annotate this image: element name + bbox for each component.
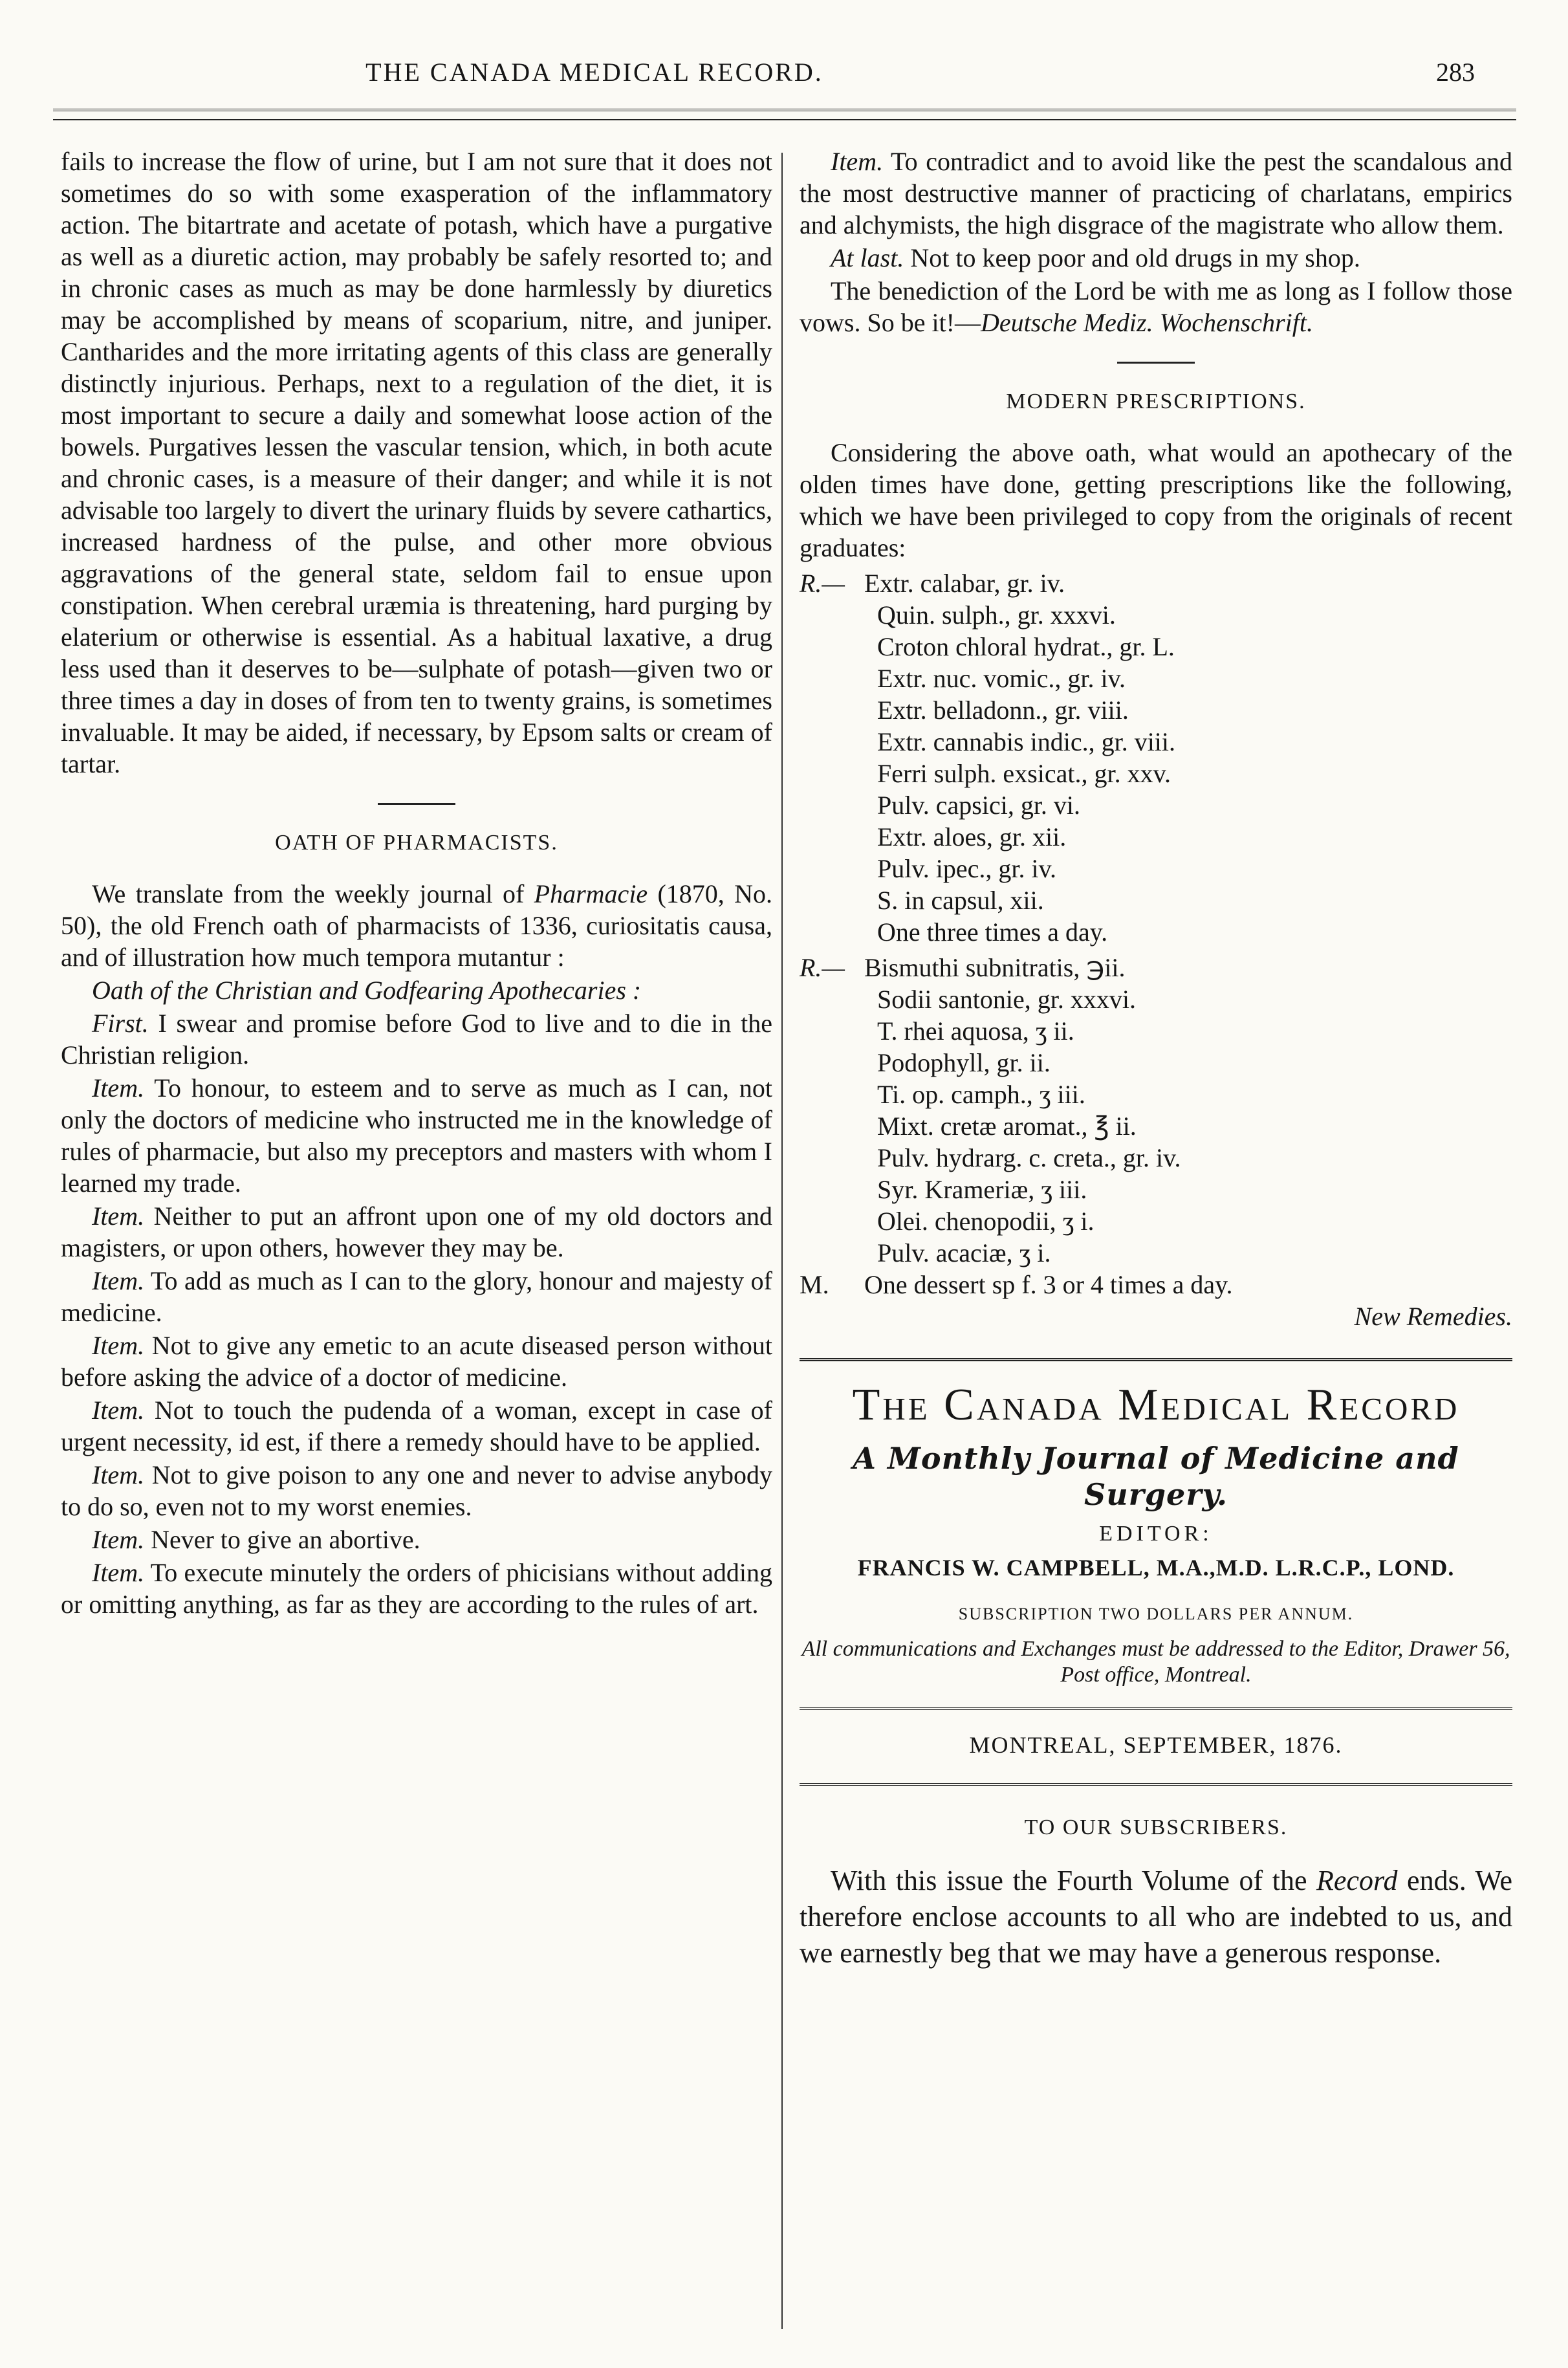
record-name: Record <box>1316 1865 1398 1896</box>
oath-heading: OATH OF PHARMACISTS. <box>275 831 558 855</box>
rx-line: Pulv. ipec., gr. iv. <box>877 854 1057 883</box>
oath-item: Item. Not to give poison to any one and never to advise anybody to do so, even not to my worst enemies. <box>61 1460 772 1521</box>
rx-line: Extr. cannabis indic., gr. viii. <box>877 727 1176 756</box>
rx-line: Pulv. acaciæ, ʒ i. <box>877 1238 1051 1267</box>
rx-line: Bismuthi subnitratis, ℈ii. <box>864 953 1126 982</box>
rx-line: S. in capsul, xii. <box>877 886 1044 915</box>
right-column <box>800 146 1512 1971</box>
rx-line: Syr. Krameriæ, ʒ iii. <box>877 1175 1087 1204</box>
rx-line: Pulv. hydrarg. c. creta., gr. iv. <box>877 1143 1181 1172</box>
paper-subtitle: A Monthly Journal of Medicine and Surgery. <box>853 1441 1459 1512</box>
rx-line: Extr. aloes, gr. xii. <box>877 822 1067 851</box>
rx-line: Olei. chenopodii, ʒ i. <box>877 1207 1094 1236</box>
column-divider <box>781 153 783 2329</box>
paper-title: The Canada Medical Record <box>852 1380 1460 1430</box>
page-number: 283 <box>1436 58 1475 87</box>
subscription-price: SUBSCRIPTION TWO DOLLARS PER ANNUM. <box>958 1605 1354 1623</box>
masthead <box>800 1358 1512 1786</box>
rx-line: Ferri sulph. exsicat., gr. xxv. <box>877 759 1171 788</box>
oath-item: Item. To add as much as I can to the glory, honour and majesty of medicine. <box>61 1266 772 1327</box>
communications-note: All communications and Exchanges must be addressed to the Editor, Drawer 56, Post office, Montreal. <box>801 1637 1510 1687</box>
header-double-rule <box>53 109 1516 111</box>
journal-name: Pharmacie <box>534 879 648 908</box>
rx-line: Extr. calabar, gr. iv. <box>864 569 1065 598</box>
prescriptions-heading: MODERN PRESCRIPTIONS. <box>1006 389 1306 413</box>
rx-line: Extr. belladonn., gr. viii. <box>877 696 1129 725</box>
oath-intro: We translate from the weekly journal of Pharmacie (1870, No. 50), the old French oath of pharmacists of 1336, curiositatis causa, and of illustration how much tempora mutantur : <box>61 879 772 972</box>
subscribers-heading: TO OUR SUBSCRIBERS. <box>1024 1815 1288 1839</box>
oath-first: First. I swear and promise before God to live and to die in the Christian religion. <box>61 1009 772 1069</box>
running-header <box>0 52 1568 97</box>
recipe-mark: R.— <box>800 569 845 598</box>
oath-at-last: At last. Not to keep poor and old drugs in my shop. <box>831 243 1360 272</box>
rx-line: T. rhei aquosa, ʒ ii. <box>877 1016 1074 1046</box>
prescription-2 <box>800 952 1512 1300</box>
prescription-1 <box>800 567 1512 948</box>
benediction: The benediction of the Lord be with me as long as I follow those vows. So be it!—Deutsche Mediz. Wochenschrift. <box>800 276 1512 337</box>
editor-name: FRANCIS W. CAMPBELL, M.A.,M.D. L.R.C.P., LOND. <box>857 1555 1455 1581</box>
mix-mark: M. <box>800 1270 829 1299</box>
rx-line: Pulv. capsici, gr. vi. <box>877 791 1081 820</box>
subscribers-notice: With this issue the Fourth Volume of the Record ends. We therefore enclose accounts to all who are indebted to us, and we earnestly beg that we may have a generous response. <box>800 1865 1512 1969</box>
oath-item: Item. To honour, to esteem and to serve as much as I can, not only the doctors of medicine who instructed me in the knowledge of rules of pharmacie, but also my preceptors and masters with whom I learned my trade. <box>61 1073 772 1198</box>
rx-line: Croton chloral hydrat., gr. L. <box>877 632 1175 661</box>
masthead-rule <box>800 1358 1512 1361</box>
rx-line: Mixt. cretæ aromat., ℥ ii. <box>877 1112 1137 1141</box>
left-column <box>61 146 772 1620</box>
oath-item: Item. Not to touch the pudenda of a woman, except in case of urgent necessity, id est, if there a remedy should have to be applied. <box>61 1396 772 1456</box>
dateline: MONTREAL, SEPTEMBER, 1876. <box>969 1732 1343 1758</box>
oath-title: Oath of the Christian and Godfearing Apothecaries : <box>92 976 642 1005</box>
prescriptions-source: New Remedies. <box>1354 1302 1512 1331</box>
masthead-rule <box>800 1707 1512 1710</box>
recipe-mark: R.— <box>800 953 845 982</box>
intro-paragraph: fails to increase the flow of urine, but I am not sure that it does not sometimes do so with some exasperation of the inflammatory action. The bitartrate and acetate of potash, which have a purgative as well as a diuretic action, may probably be safely resorted to; and in chronic cases as much as may be done harmlessly by diuretics may be accomplished by means of scoparium, nitre, and juniper. Cantharides and the more irritating agents of this class are generally distinctly injurious. Perhaps, next to a regulation of the diet, it is most important to secure a daily and somewhat loose action of the bowels. Purgatives lessen the vascular tension, which, in both acute and chronic cases, is a measure of their danger; and while it is not advisable too largely to divert the urinary fluids by severe cathartics, increased hardness of the pulse, and other more obvious aggravations of the general state, seldom fail to ensue upon constipation. When cerebral uræmia is threatening, hard purging by elaterium or otherwise is essential. As a habitual laxative, a drug less used than it deserves to be—sulphate of potash—given two or three times a day in doses of from ten to twenty grains, is sometimes invaluable. It may be aided, if necessary, by Epsom salts or cream of tartar. <box>61 147 772 778</box>
oath-item: Item. Never to give an abortive. <box>92 1525 420 1554</box>
rx-line: Sodii santonie, gr. xxxvi. <box>877 985 1136 1014</box>
rx-line: Podophyll, gr. ii. <box>877 1048 1051 1077</box>
section-divider <box>378 803 455 805</box>
editor-heading: EDITOR: <box>1099 1522 1213 1546</box>
rx-directions: One dessert sp f. 3 or 4 times a day. <box>864 1270 1233 1299</box>
masthead-rule <box>800 1783 1512 1786</box>
oath-item: Item. Not to give any emetic to an acute diseased person without before asking the advice of a doctor of medicine. <box>61 1331 772 1392</box>
prescriptions-intro: Considering the above oath, what would an apothecary of the olden times have done, getting prescriptions like the following, which we have been privileged to copy from the originals of recent graduates: <box>800 438 1512 562</box>
rx-line: Extr. nuc. vomic., gr. iv. <box>877 664 1126 693</box>
header-rule <box>53 119 1516 120</box>
benediction-source: Deutsche Mediz. Wochenschrift. <box>981 308 1313 337</box>
rx-line: Ti. op. camph., ʒ iii. <box>877 1080 1085 1109</box>
section-divider <box>1117 362 1195 364</box>
running-title: THE CANADA MEDICAL RECORD. <box>365 58 823 87</box>
oath-item-contradict: Item. To contradict and to avoid like the pest the scandalous and the most destructive manner of practicing of charlatans, empirics and alchymists, the high disgrace of the magistrate who allow them. <box>800 147 1512 239</box>
rx-line: Quin. sulph., gr. xxxvi. <box>877 600 1116 630</box>
oath-item: Item. Neither to put an affront upon one of my old doctors and magisters, or upon others, however they may be. <box>61 1201 772 1262</box>
oath-item: Item. To execute minutely the orders of phicisians without adding or omitting anything, as far as they are according to the rules of art. <box>61 1558 772 1619</box>
rx-line: One three times a day. <box>877 917 1108 947</box>
